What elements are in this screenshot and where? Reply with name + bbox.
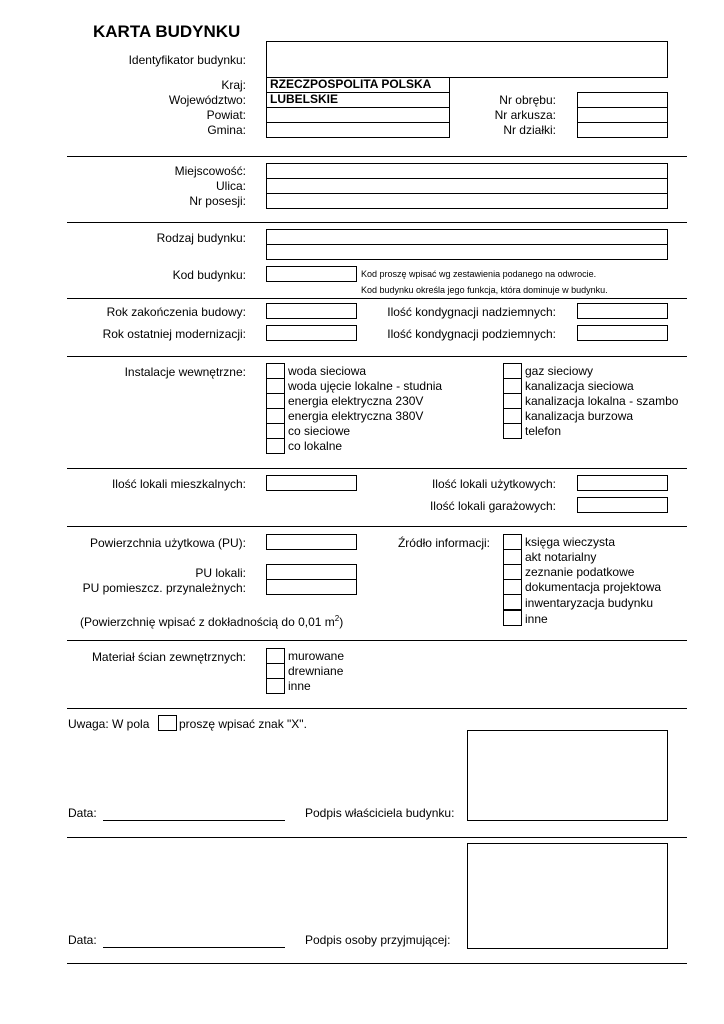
checkbox-telefon[interactable] [503,423,522,439]
lokale-uzytkowe-label: Ilość lokali użytkowych: [431,477,556,491]
kraj-field[interactable]: RZECZPOSPOLITA POLSKA [266,77,450,93]
kond-podziemne-label: Ilość kondygnacji podziemnych: [387,327,556,341]
pu-pomieszczen-field[interactable] [266,579,357,595]
pu-lokali-label: PU lokali: [195,566,246,580]
nr-posesji-label: Nr posesji: [189,194,246,208]
option-label: kanalizacja sieciowa [525,379,634,393]
data-line[interactable] [103,947,285,948]
checkbox-drewniane[interactable] [266,663,285,679]
pu-precision-note: (Powierzchnię wpisać z dokładnością do 0,01 $m^2$) [80,614,344,629]
wojewodztwo-label: Województwo: [168,93,246,107]
checkbox-zeznanie-podatkowe[interactable] [503,564,522,580]
checkbox-material-inne[interactable] [266,678,285,694]
option-label: zeznanie podatkowe [525,565,635,579]
checkbox-energia-230v[interactable] [266,393,285,409]
nr-arkusza-label: Nr arkusza: [494,108,556,122]
kod-field[interactable] [266,266,357,282]
option-label: inne [525,612,548,626]
ulica-label: Ulica: [215,179,246,193]
kond-nadziemne-label: Ilość kondygnacji nadziemnych: [387,305,556,319]
owner-signature-label: Podpis właściciela budynku: [305,806,455,820]
pu-lokali-field[interactable] [266,564,357,580]
option-label: drewniane [288,664,344,678]
receiver-signature-box[interactable] [467,843,668,949]
option-label: energia elektryczna 230V [288,394,424,408]
kod-label: Kod budynku: [172,268,246,282]
divider [67,156,687,157]
kond-nadziemne-field[interactable] [577,303,668,319]
ulica-field[interactable] [266,178,668,194]
divider [67,526,687,527]
checkbox-akt-notarialny[interactable] [503,549,522,565]
option-label: dokumentacja projektowa [525,580,662,594]
gmina-field[interactable] [266,122,450,138]
identyfikator-field[interactable] [266,41,668,78]
miejscowosc-field[interactable] [266,163,668,179]
nr-arkusza-field[interactable] [577,107,668,123]
nr-posesji-field[interactable] [266,193,668,209]
option-label: murowane [288,649,345,663]
kod-note-1: Kod proszę wpisać wg zestawienia podanego na odwrocie. [361,269,597,279]
uwaga-text-pre: Uwaga: W pola [68,717,150,731]
option-label: kanalizacja lokalna - szambo [525,394,679,408]
rok-modernizacji-label: Rok ostatniej modernizacji: [102,327,246,341]
lokale-garazowe-field[interactable] [577,497,668,513]
material-label: Materiał ścian zewnętrznych: [91,650,246,664]
option-label: telefon [525,424,562,438]
option-label: księga wieczysta [525,535,616,549]
rok-zakonczenia-field[interactable] [266,303,357,319]
instalacje-label: Instalacje wewnętrzne: [124,365,246,379]
lokale-mieszkalne-label: Ilość lokali mieszkalnych: [111,477,246,491]
divider [67,837,687,838]
kraj-label: Kraj: [221,78,246,92]
wojewodztwo-field[interactable]: LUBELSKIE [266,92,450,108]
powiat-field[interactable] [266,107,450,123]
checkbox-ksiega-wieczysta[interactable] [503,534,522,550]
divider [67,468,687,469]
rodzaj-field-1[interactable] [266,229,668,245]
zrodlo-label: Źródło informacji: [397,536,490,550]
pu-pomieszczen-label: PU pomieszcz. przynależnych: [82,581,246,595]
checkbox-co-lokalne[interactable] [266,438,285,454]
kod-note-2: Kod budynku określa jego funkcja, która dominuje w budynku. [361,285,608,295]
option-label: inne [288,679,311,693]
identyfikator-label: Identyfikator budynku: [128,53,246,67]
checkbox-kanalizacja-burzowa[interactable] [503,408,522,424]
pu-label: Powierzchnia użytkowa (PU): [89,536,246,550]
checkbox-co-sieciowe[interactable] [266,423,285,439]
checkbox-woda-sieciowa[interactable] [266,363,285,379]
option-label: kanalizacja burzowa [525,409,634,423]
divider [67,298,687,299]
divider [67,963,687,964]
checkbox-woda-studnia[interactable] [266,378,285,394]
option-label: co lokalne [288,439,343,453]
page-title: KARTA BUDYNKU [93,22,241,41]
divider [67,222,687,223]
gmina-label: Gmina: [207,123,246,137]
option-label: woda sieciowa [288,364,367,378]
lokale-uzytkowe-field[interactable] [577,475,668,491]
data-label: Data: [68,933,97,947]
data-line[interactable] [103,820,285,821]
nr-obrebu-label: Nr obrębu: [499,93,556,107]
checkbox-kanalizacja-sieciowa[interactable] [503,378,522,394]
option-label: co sieciowe [288,424,351,438]
rodzaj-label: Rodzaj budynku: [156,231,246,245]
checkbox-kanalizacja-szambo[interactable] [503,393,522,409]
checkbox-inwentaryzacja[interactable] [503,594,522,610]
checkbox-gaz-sieciowy[interactable] [503,363,522,379]
divider [67,640,687,641]
divider [67,708,687,709]
miejscowosc-label: Miejscowość: [174,164,246,178]
rok-modernizacji-field[interactable] [266,325,357,341]
rok-zakonczenia-label: Rok zakończenia budowy: [106,305,246,319]
option-label: woda ujęcie lokalne - studnia [288,379,443,393]
option-label: akt notarialny [525,550,597,564]
option-label: gaz sieciowy [525,364,594,378]
checkbox-dokumentacja-projektowa[interactable] [503,579,522,595]
nr-obrebu-field[interactable] [577,92,668,108]
divider [67,356,687,357]
checkbox-energia-380v[interactable] [266,408,285,424]
option-label: inwentaryzacja budynku [525,596,654,610]
uwaga-example-box [158,715,177,731]
pu-field[interactable] [266,534,357,550]
lokale-mieszkalne-field[interactable] [266,475,357,491]
data-label: Data: [68,806,97,820]
receiver-signature-label: Podpis osoby przyjmującej: [305,933,451,947]
rodzaj-field-2[interactable] [266,244,668,260]
nr-dzialki-field[interactable] [577,122,668,138]
kond-podziemne-field[interactable] [577,325,668,341]
powiat-label: Powiat: [206,108,246,122]
option-label: energia elektryczna 380V [288,409,424,423]
lokale-garazowe-label: Ilość lokali garażowych: [429,499,556,513]
checkbox-murowane[interactable] [266,648,285,664]
nr-dzialki-label: Nr działki: [503,123,556,137]
uwaga-text-post: proszę wpisać znak "X". [179,717,307,731]
checkbox-zrodlo-inne[interactable] [503,610,522,626]
owner-signature-box[interactable] [467,730,668,821]
